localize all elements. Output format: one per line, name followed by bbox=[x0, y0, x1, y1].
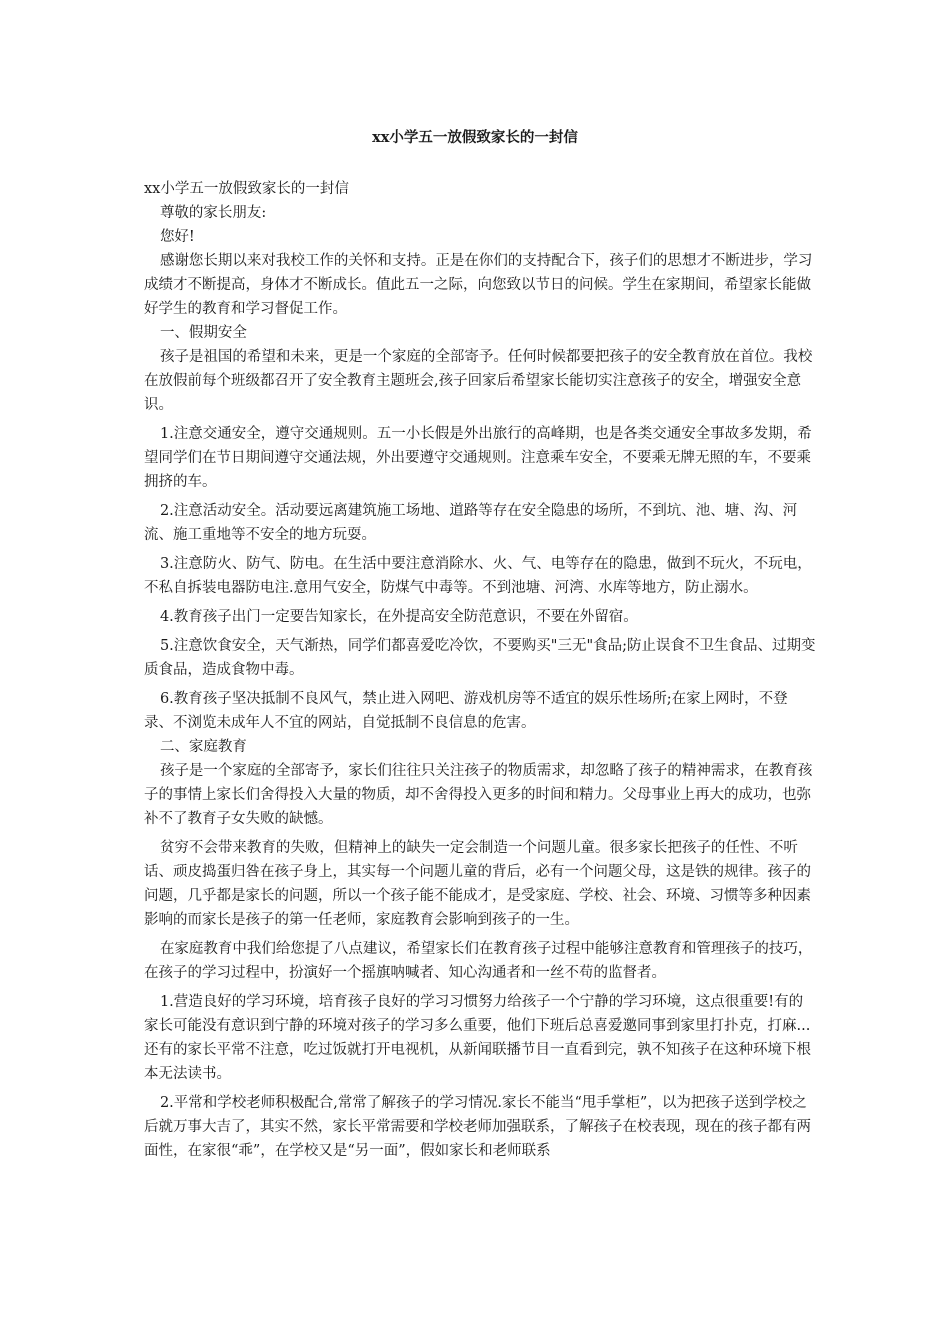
list-item: 2.注意活动安全。活动要远离建筑施工场地、道路等存在安全隐患的场所，不到坑、池、塘、沟、河流、施工重地等不安全的地方玩耍。 bbox=[144, 503, 798, 543]
list-item: 3.注意防火、防气、防电。在生活中要注意消除水、火、气、电等存在的隐患，做到不玩火，不玩电，不私自拆装电器防电注.意用气安全，防煤气中毒等。不到池塘、河湾、水库等地方，防止溺水。 bbox=[144, 556, 812, 596]
list-item: 6.教育孩子坚决抵制不良风气，禁止进入网吧、游戏机房等不适宜的娱乐性场所;在家上网时，不登录、不浏览未成年人不宜的网站，自觉抵制不良信息的危害。 bbox=[144, 691, 788, 731]
document-body bbox=[144, 177, 816, 1163]
list-item: 4.教育孩子出门一定要告知家长，在外提高安全防范意识，不要在外留宿。 bbox=[159, 609, 638, 625]
paragraph: 孩子是一个家庭的全部寄予，家长们往往只关注孩子的物质需求，却忽略了孩子的精神需求，在教育孩子的事情上家长们舍得投入大量的物质，却不舍得投入更多的时间和精力。父母事业上再大的成功，也弥补不了教育子女失败的缺憾。 bbox=[144, 763, 813, 827]
intro-paragraph: 感谢您长期以来对我校工作的关怀和支持。正是在你们的支持配合下，孩子们的思想才不断进步，学习成绩才不断提高，身体才不断成长。值此五一之际，向您致以节日的问候。学生在家期间，希望家长能做好学生的教育和学习督促工作。 bbox=[144, 253, 813, 317]
paragraph: 贫穷不会带来教育的失败，但精神上的缺失一定会制造一个问题儿童。很多家长把孩子的任性、不听话、顽皮捣蛋归咎在孩子身上，其实每一个问题儿童的背后，必有一个问题父母，这是铁的规律。孩子的问题，几乎都是家长的问题，所以一个孩子能不能成才，是受家庭、学校、社会、环境、习惯等多种因素影响的而家长是孩子的第一任老师，家庭教育会影响到孩子的一生。 bbox=[144, 840, 811, 928]
paragraph: 在家庭教育中我们给您提了八点建议，希望家长们在教育孩子过程中能够注意教育和管理孩子的技巧，在孩子的学习过程中，扮演好一个摇旗呐喊者、知心沟通者和一丝不苟的监督者。 bbox=[144, 941, 813, 981]
salutation: 尊敬的家长朋友: bbox=[159, 205, 267, 221]
greeting: 您好! bbox=[159, 229, 195, 245]
list-item: 1.营造良好的学习环境，培育孩子良好的学习习惯努力给孩子一个宁静的学习环境，这点很重要!有的家长可能没有意识到宁静的环境对孩子的学习多么重要，他们下班后总喜爱邀同事到家里打扑克，打麻...还有的家长平常不注意，吃过饭就打开电视机，从新闻联播节目一直看到完，孰不知孩子在这种环境下根本无法读书。 bbox=[144, 994, 811, 1082]
list-item: 2.平常和学校老师积极配合,常常了解孩子的学习情况.家长不能当“甩手掌柜”，以为把孩子送到学校之后就万事大吉了，其实不然，家长平常需要和学校老师加强联系，了解孩子在校表现，现在的孩子都有两面性，在家很“乖”，在学校又是“另一面”，假如家长和老师联系 bbox=[144, 1095, 811, 1159]
list-item: 1.注意交通安全，遵守交通规则。五一小长假是外出旅行的高峰期，也是各类交通安全事故多发期，希望同学们在节日期间遵守交通法规，外出要遵守交通规则。注意乘车安全，不要乘无牌无照的车，不要乘拥挤的车。 bbox=[144, 426, 812, 490]
section-heading-family: 二、家庭教育 bbox=[159, 739, 247, 755]
section-heading-safety: 一、假期安全 bbox=[159, 325, 247, 341]
list-item: 5.注意饮食安全，天气渐热，同学们都喜爱吃冷饮，不要购买"三无"食品;防止误食不卫生食品、过期变质食品，造成食物中毒。 bbox=[144, 638, 816, 678]
letter-heading: xx小学五一放假致家长的一封信 bbox=[144, 181, 349, 197]
paragraph: 孩子是祖国的希望和未来，更是一个家庭的全部寄予。任何时候都要把孩子的安全教育放在首位。我校在放假前每个班级都召开了安全教育主题班会,孩子回家后希望家长能切实注意孩子的安全，增强安全意识。 bbox=[144, 349, 813, 413]
document-title: xx小学五一放假致家长的一封信 bbox=[372, 129, 578, 146]
